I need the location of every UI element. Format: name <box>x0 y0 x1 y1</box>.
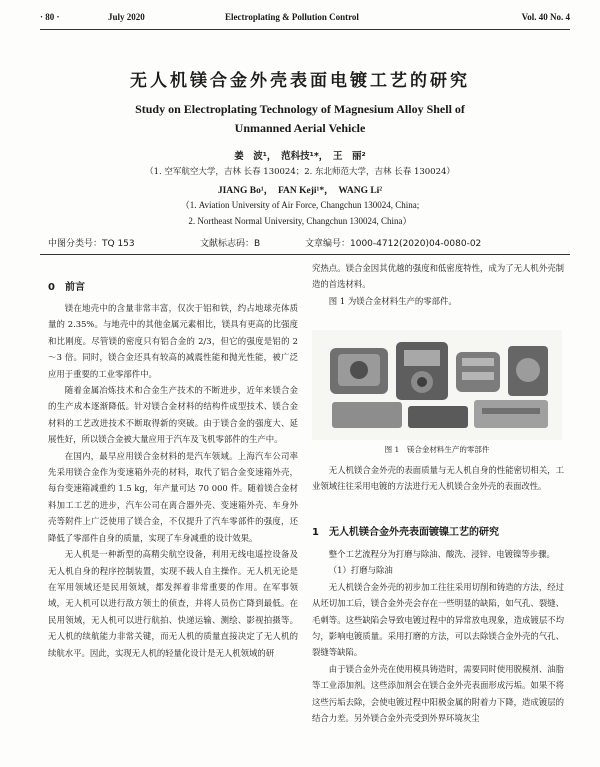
paragraph: 由于镁合金外壳在使用模具铸造时，需要同时使用脱模剂、油脂等工业添加剂。这些添加剂会在镁合金外壳表面形成污垢。如果不将这些污垢去除，会使电镀过程中阳极金属的附着力下降，造成镀层的结合力差。另外镁合金外壳受到外界环境灰尘 <box>312 663 564 724</box>
document-code: 文献标志码：B <box>200 239 261 249</box>
paragraph: 整个工艺流程分为打磨与除油、酸洗、浸锌、电镀镍等步骤。 <box>328 549 555 559</box>
paragraph: 无人机镁合金外壳的表面质量与无人机自身的性能密切相关，工业领域往往采用电镀的方法进行无人机镁合金外壳的表面改性。 <box>312 465 564 492</box>
meta-rule <box>40 254 570 255</box>
affiliations-chinese: （1. 空军航空大学，吉林 长春 130024；2. 东北师范大学，吉林 长春 130024） <box>145 167 455 177</box>
affiliation-english-2: 2. Northeast Normal University, Changchun 130024, China） <box>188 216 412 226</box>
title-chinese: 无人机镁合金外壳表面电镀工艺的研究 <box>130 71 470 91</box>
header-rule <box>40 29 570 30</box>
paragraph: 镁在地壳中的含量非常丰富，仅次于铝和铁，约占地球壳体质量的 2.35%。与地壳中的其他金属元素相比，镁具有更高的比强度和比刚度。尽管镁的密度只有铝合金的 2/3，但它的强度是铝的 2～3 倍。同时，镁合金还具有较高的减震性能和抛光性能，被广泛应用于重要的工业零部件中。 <box>48 303 298 379</box>
paragraph: 究热点。镁合金因其优越的强度和低密度特性，成为了无人机外壳制造的首选材料。 <box>312 263 564 290</box>
paragraph: 在国内，最早应用镁合金材料的是汽车领域。上海汽车公司率先采用镁合金作为变速箱外壳的材料，取代了铝合金变速箱外壳，每台变速箱减重约 1.5 kg，年产量可达 70 000 件。随着镁合金材料加工工艺的进步，汽车公司在离合器外壳、变速箱外壳、车身外壳等附件上广泛使用了镁合金，不仅提升了汽车零部件的强度，还降低了零部件自身的质量，实现了车身减重的设计效果。 <box>48 450 298 543</box>
journal-name: Electroplating & Pollution Control <box>225 12 359 22</box>
subsection-heading: （1）打磨与除油 <box>328 565 393 576</box>
right-column-section1 <box>312 546 564 726</box>
issue-date: July 2020 <box>108 12 145 22</box>
right-column-intro <box>312 260 564 309</box>
left-column-body <box>48 300 298 661</box>
affiliation-english-1: （1. Aviation University of Air Force, Changchun 130024, China; <box>180 200 420 210</box>
figure-magnesium-parts-photo <box>312 330 562 440</box>
article-number: 文章编号：1000-4712(2020)04-0080-02 <box>305 239 482 249</box>
paragraph: 无人机镁合金外壳的初步加工往往采用切削和铸造的方法，经过从坯切加工后，镁合金外壳会存在一些明显的缺陷，如气孔、裂缝、毛刺等。这些缺陷会导致电镀过程中的异常放电现象，造成镀层不均匀，影响电镀质量。采用打磨的方法，可以去除镁合金外壳的气孔、裂缝等缺陷。 <box>312 581 564 658</box>
section-heading-1: 1 无人机镁合金外壳表面镀镍工艺的研究 <box>312 527 499 538</box>
page-number: · 80 · <box>40 12 60 22</box>
section-heading-preface: 0 前言 <box>48 282 85 293</box>
volume-issue: Vol. 40 No. 4 <box>521 12 570 22</box>
right-column-after-figure <box>312 462 564 495</box>
authors-english: JIANG Bo¹， FAN Keji¹*， WANG Li² <box>217 186 383 196</box>
title-english-line1: Study on Electroplating Technology of Magnesium Alloy Shell of <box>135 102 465 116</box>
paragraph: 无人机是一种新型的高精尖航空设备，利用无线电遥控设备及无人机自身的程序控制装置，实现不载人自主操作。无人机无论是在军用领域还是民用领域，都发挥着非常重要的作用。在军事领域，无人机可以进行敌方领土的侦查，并将人员伤亡降到最低。在民用领域，无人机可以进行航拍、快递运输、测绘、影视拍摄等。无人机的续航能力非常关键，而无人机的质量直接决定了无人机的续航水平。因此，实现无人机的轻量化设计是无人机领域的研 <box>48 549 298 658</box>
title-english-line2: Unmanned Aerial Vehicle <box>234 121 366 135</box>
paragraph: 图 1 为镁合金材料生产的零部件。 <box>328 295 457 306</box>
running-header <box>40 12 570 26</box>
figure-caption: 图 1 镁合金材料生产的零部件 <box>384 445 490 454</box>
paragraph: 随着金属冶炼技术和合金生产技术的不断进步，近年来镁合金的生产成本逐渐降低。针对镁合金材料的结构件成型技术、镁合金材料的工艺改进技术不断取得新的突破。由于镁合金的强度大、延展性好，所以镁合金被大量应用于汽车及飞机零部件的生产中。 <box>48 385 298 445</box>
authors-chinese: 姜 波¹， 范科技¹*， 王 丽² <box>234 151 366 162</box>
clc-number: 中图分类号：TQ 153 <box>48 239 135 249</box>
